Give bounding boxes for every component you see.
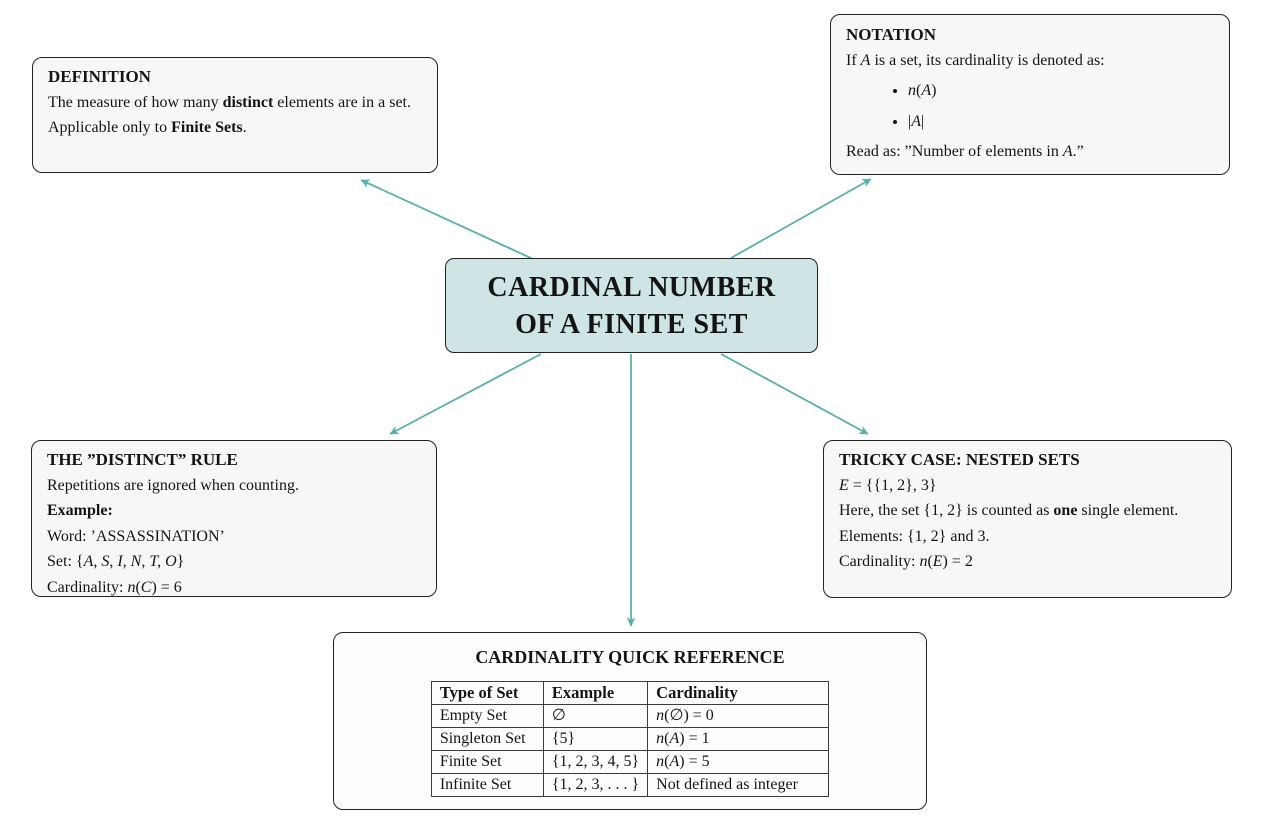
cell-cardinality: n(A) = 5: [648, 750, 829, 773]
table-row-empty-set: [431, 704, 828, 727]
cell-example: {1, 2, 3, 4, 5}: [543, 750, 647, 773]
cell-cardinality: Not defined as integer: [648, 773, 829, 796]
distinct-rule-set-line: Set: {A, S, I, N, T, O}: [47, 553, 185, 570]
tricky-case-set-line: E = {{1, 2}, 3}: [839, 476, 937, 494]
notation-item-nA: • n(A): [908, 78, 1214, 104]
arrow-center-to-definition: [361, 180, 533, 259]
definition-title: DEFINITION: [48, 67, 151, 86]
reference-table-header-row: [431, 681, 828, 704]
notation-read-as-text: Read as: ”Number of elements in A.”: [846, 143, 1084, 160]
definition-applicability-text: Applicable only to Finite Sets.: [48, 119, 247, 136]
cell-type: Infinite Set: [431, 773, 543, 796]
distinct-rule-title: THE ”DISTINCT” RULE: [47, 450, 238, 469]
tricky-case-elements-line: Elements: {1, 2} and 3.: [839, 527, 990, 545]
reference-box: [333, 632, 927, 810]
cell-example: {1, 2, 3, . . . }: [543, 773, 647, 796]
table-row-singleton-set: [431, 727, 828, 750]
arrow-center-to-tricky-case: [721, 354, 868, 434]
header-example: Example: [543, 681, 647, 704]
notation-intro-text: If A is a set, its cardinality is denoted as:: [846, 51, 1105, 69]
tricky-case-cardinality-line: Cardinality: n(E) = 2: [839, 553, 973, 570]
notation-item-absA: • |A|: [908, 109, 1214, 135]
definition-box: [32, 57, 438, 173]
cell-example: ∅: [543, 704, 647, 727]
notation-title: NOTATION: [846, 25, 937, 44]
tricky-case-box: [823, 440, 1232, 598]
distinct-rule-example-label: Example:: [47, 502, 113, 519]
cell-cardinality: n(∅) = 0: [648, 704, 829, 727]
central-topic-line1: CARDINAL NUMBER: [487, 271, 776, 303]
arrow-center-to-distinct-rule: [390, 354, 541, 434]
header-cardinality: Cardinality: [648, 681, 829, 704]
reference-table: [431, 681, 829, 797]
distinct-rule-word-line: Word: ’ASSASSINATION’: [47, 527, 225, 545]
cell-type: Empty Set: [431, 704, 543, 727]
notation-list: [846, 78, 1214, 134]
cell-type: Singleton Set: [431, 727, 543, 750]
header-type-of-set: Type of Set: [431, 681, 543, 704]
distinct-rule-cardinality-line: Cardinality: n(C) = 6: [47, 578, 182, 596]
distinct-rule-text: Repetitions are ignored when counting.: [47, 476, 299, 494]
cell-cardinality: n(A) = 1: [648, 727, 829, 750]
arrow-center-to-notation: [731, 179, 871, 258]
central-topic-box: [445, 258, 818, 353]
central-topic-line2: OF A FINITE SET: [515, 308, 748, 340]
notation-box: [830, 14, 1230, 175]
tricky-case-title: TRICKY CASE: NESTED SETS: [839, 450, 1080, 469]
distinct-rule-box: [31, 440, 437, 597]
cell-type: Finite Set: [431, 750, 543, 773]
definition-text: The measure of how many distinct elements are in a set.: [48, 93, 411, 111]
tricky-case-explanation: Here, the set {1, 2} is counted as one single element.: [839, 502, 1179, 519]
table-row-finite-set: [431, 750, 828, 773]
table-row-infinite-set: [431, 773, 828, 796]
reference-title: CARDINALITY QUICK REFERENCE: [475, 647, 785, 667]
cell-example: {5}: [543, 727, 647, 750]
